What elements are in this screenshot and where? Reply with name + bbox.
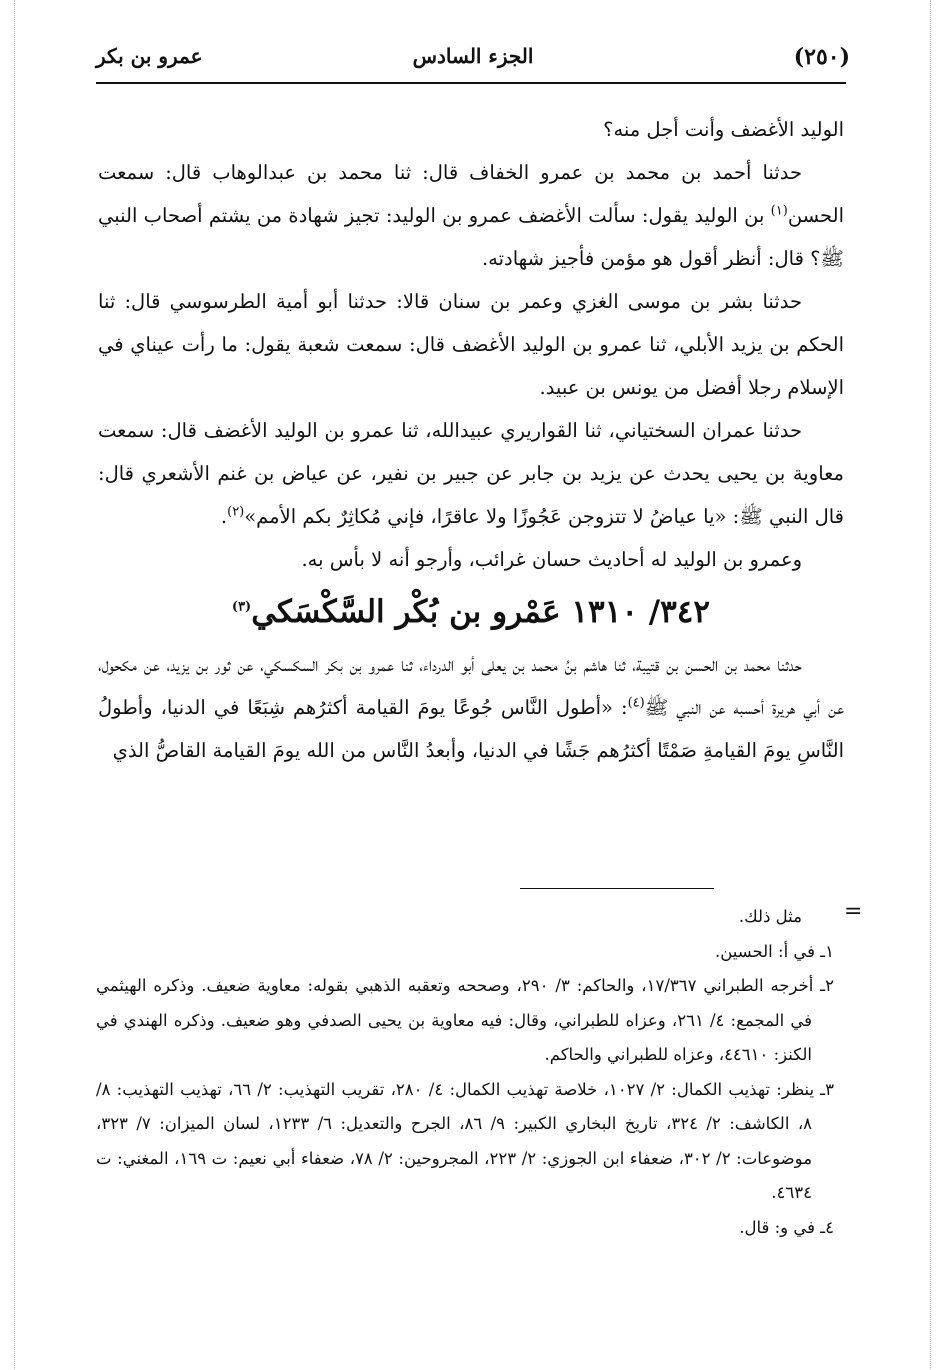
footnote-1: ١ـ في أ: الحسين. bbox=[715, 941, 834, 961]
footnote-ref-3: (٣) bbox=[231, 599, 252, 615]
footnote-4: ٤ـ في و: قال. bbox=[739, 1217, 834, 1237]
header-rule bbox=[96, 82, 846, 84]
paragraph-2-start: حدثنا أحمد بن محمد بن عمرو الخفاف قال: ثنا محمد بن عبدالوهاب قال: سمعت الحسن bbox=[98, 161, 844, 227]
footnote-2: ٢ـ أخرجه الطبراني ١٧/٣٦٧، والحاكم: ٣/ ٢٩٠، وصححه وتعقبه الذهبي بقوله: معاوية ضعيف. وذكره الهيثمي في المجمع: ٤/ ٢٦١، وعزاه للطبراني، وقال: فيه معاوية بن يحيى الصدفي وهو ضعيف. وذكره الهندي في الكنز: ٤٤٦١٠، وعزاه للطبراني والحاكم. bbox=[96, 976, 834, 1064]
footnote-ref-1: (١) bbox=[770, 203, 788, 219]
footnote-ref-2: (٢) bbox=[227, 504, 245, 520]
page-header bbox=[96, 36, 850, 80]
footnote-continuation: مثل ذلك. bbox=[738, 907, 802, 926]
paragraph-4-end: . bbox=[220, 505, 228, 528]
page-number: (٢٥٠) bbox=[793, 44, 850, 70]
footnote-ref-4: (٤) bbox=[627, 695, 645, 711]
paragraph-6-start: حدثنا محمد بن الحسن بن قتيبة، ثنا هاشم بنُ محمد بن يعلى أبو الدرداء، ثنا عمرو بن بكر السكسكي، عن ثور بن يزيد، عن مكحول، عن أبي هريرة أحسبه عن النبي ﷺ bbox=[98, 653, 844, 719]
entry-heading-text: ٣٤٢/ ١٣١٠ عَمْرو بن بُكْر السَّكْسَكي bbox=[251, 594, 711, 630]
footnotes bbox=[96, 900, 834, 1245]
footnote-continuation-mark: = bbox=[844, 899, 863, 924]
left-margin-dotted-line bbox=[14, 0, 15, 1370]
running-head: عمرو بن بكر bbox=[96, 44, 203, 68]
paragraph-2-end: بن الوليد يقول: سألت الأغضف عمرو بن الوليد: تجيز شهادة من يشتم أصحاب النبي ﷺ؟ قال: أنظر أقول هو مؤمن فأجيز شهادته. bbox=[98, 204, 844, 270]
paragraph-3: حدثنا بشر بن موسى الغزي وعمر بن سنان قالا: حدثنا أبو أمية الطرسوسي قال: ثنا الحكم بن يزيد الأبلي، ثنا عمرو بن الوليد الأغضف قال: سمعت شعبة يقول: ما رأت عيناي في الإسلام رجلا أفضل من يونس بن عبيد. bbox=[98, 290, 844, 399]
paragraph-1: الوليد الأغضف وأنت أجل منه؟ bbox=[603, 118, 844, 141]
paragraph-5: وعمرو بن الوليد له أحاديث حسان غرائب، وأرجو أنه لا بأس به. bbox=[301, 548, 802, 571]
paragraph-6 bbox=[98, 643, 844, 772]
footnote-3: ٣ـ ينظر: تهذيب الكمال: ٢/ ١٠٢٧، خلاصة تهذيب الكمال: ٤/ ٢٨٠، تقريب التهذيب: ٢/ ٦٦، تهذيب التهذيب: ٨/ ٨، الكاشف: ٢/ ٣٢٤، تاريخ البخاري الكبير: ٩/ ٨٦، الجرح والتعديل: ٦/ ١٢٣٣، لسان الميزان: ٧/ ٣٢٣، موضوعات: ٢/ ٣٠٢، ضعفاء ابن الجوزي: ٢/ ٢٢٣، المجروحين: ٢/ ٧٨، ضعفاء أبي نعيم: ت ١٦٩، المغني: ت ٤٦٣٤. bbox=[96, 1079, 834, 1202]
paragraph-6-end: : «أطول النَّاس جُوعًا يومَ القيامة أكثرُهم شِبَعًا في الدنيا، وأطولُ النَّاسِ يومَ القيامةِ صَمْتًا أكثرُهم جَشًا في الدنيا، وأبعدُ النَّاس من الله يومَ القيامة القاصُّ الذي bbox=[98, 696, 844, 762]
paragraph-2 bbox=[98, 151, 844, 280]
right-margin-dotted-line bbox=[930, 0, 931, 1370]
volume-title: الجزء السادس bbox=[412, 44, 534, 68]
entry-heading bbox=[98, 581, 844, 643]
paragraph-4-start: حدثنا عمران السختياني، ثنا القواريري عبيدالله، ثنا عمرو بن الوليد الأغضف قال: سمعت معاوية بن يحيى يحدث عن يزيد بن جابر عن جبير بن نفير، عن عياض بن غنم الأشعري قال: قال النبي ﷺ: «يا عياضُ لا تتزوجن عَجُوزًا ولا عاقرًا، فإني مُكاثِرٌ بكم الأمم» bbox=[98, 419, 844, 528]
footnote-separator bbox=[520, 888, 714, 889]
paragraph-4 bbox=[98, 409, 844, 538]
main-text bbox=[98, 108, 844, 772]
